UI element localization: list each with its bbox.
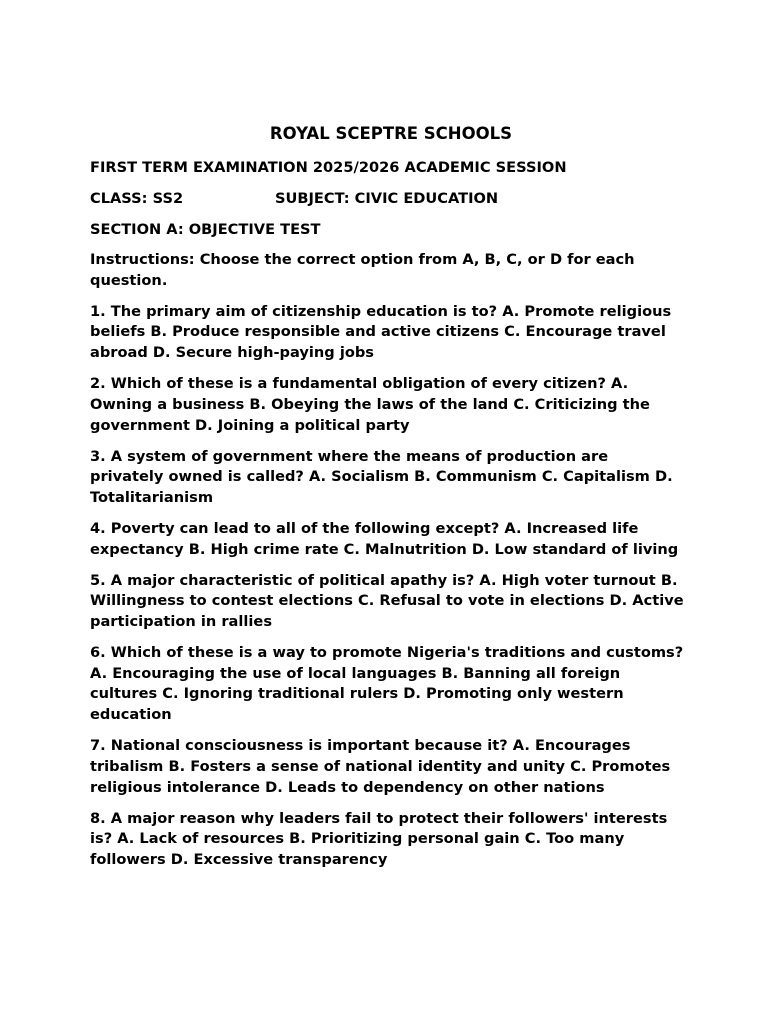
question-item: 5. A major characteristic of political apathy is? A. High voter turnout B. Willingness to contest elections C. Refusal to vote in elections D. Active participation in rallies [90,571,684,631]
class-label: CLASS: SS2 [90,190,184,207]
question-item: 7. National consciousness is important because it? A. Encourages tribalism B. Fosters a sense of national identity and unity C. Promotes religious intolerance D. Leads to dependency on other nations [90,737,671,796]
exam-page [90,123,686,881]
exam-title: FIRST TERM EXAMINATION 2025/2026 ACADEMIC SESSION [90,159,567,176]
question-item: 2. Which of these is a fundamental obligation of every citizen? A. Owning a business B. Obeying the laws of the land C. Criticizing the government D. Joining a political party [90,375,650,434]
instructions: Instructions: Choose the correct option from A, B, C, or D for each question. [90,251,635,289]
school-name: ROYAL SCEPTRE SCHOOLS [269,124,513,143]
class-subject-row [90,188,686,209]
subject-label: SUBJECT: CIVIC EDUCATION [275,190,499,207]
question-item: 6. Which of these is a way to promote Nigeria's traditions and customs? A. Encouraging the use of local languages B. Banning all foreign cultures C. Ignoring traditional rulers D. Promoting only western education [90,644,684,724]
question-item: 1. The primary aim of citizenship education is to? A. Promote religious beliefs B. Produce responsible and active citizens C. Encourage travel abroad D. Secure high-paying jobs [90,302,672,362]
question-item: 3. A system of government where the means of production are privately owned is called? A. Socialism B. Communism C. Capitalism D. Totalitarianism [90,447,673,506]
question-item: 4. Poverty can lead to all of the following except? A. Increased life expectancy B. High crime rate C. Malnutrition D. Low standard of living [90,519,679,558]
question-item: 8. A major reason why leaders fail to protect their followers' interests is? A. Lack of resources B. Prioritizing personal gain C. Too many followers D. Excessive transparency [90,809,668,868]
section-heading: SECTION A: OBJECTIVE TEST [90,221,321,238]
